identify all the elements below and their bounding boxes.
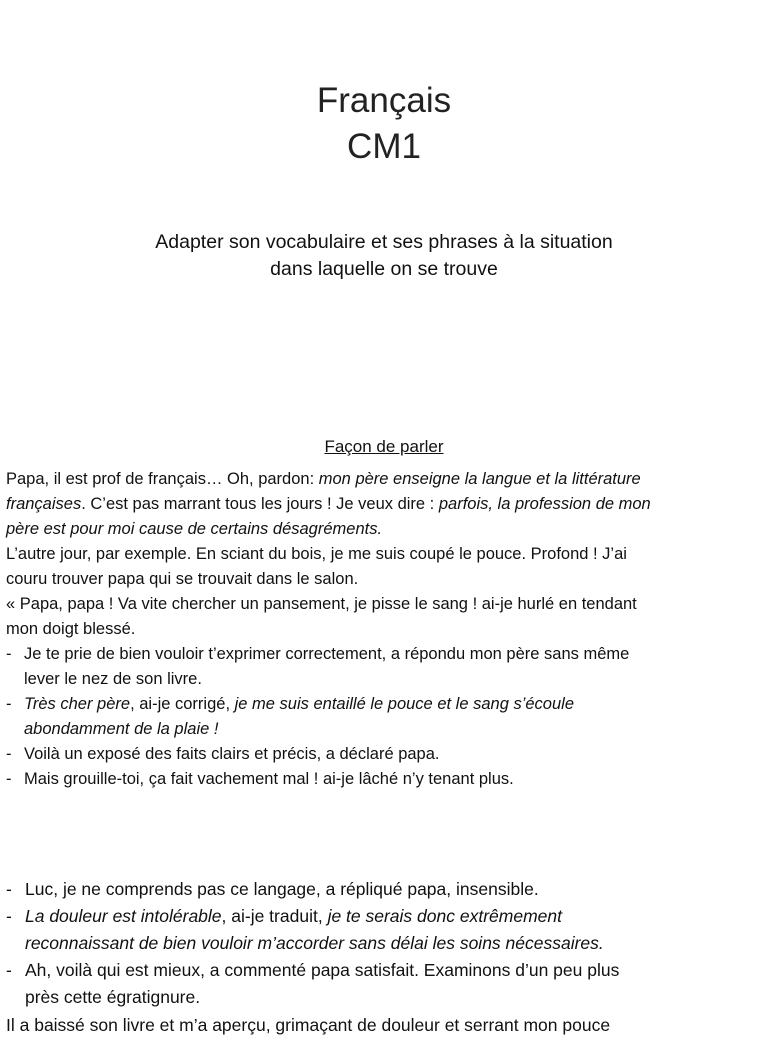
page-subtitle — [60, 229, 708, 283]
dash-marker: - — [6, 960, 12, 980]
text-run: Papa, il est prof de français… Oh, pardon: — [6, 470, 319, 488]
dialogue-line: - Voilà un exposé des faits clairs et précis, a déclaré papa. — [6, 742, 756, 767]
italic-run: je te serais donc extrêmement — [327, 906, 562, 926]
dialogue-line: - Je te prie de bien vouloir t’exprimer correctement, a répondu mon père sans même lever le nez de son livre. — [6, 642, 756, 692]
italic-run: Très cher père — [24, 695, 131, 713]
dialogue-line: - Mais grouille-toi, ça fait vachement mal ! ai-je lâché n’y tenant plus. — [6, 767, 756, 792]
italic-run: père est pour moi cause de certains désagréments. — [6, 520, 383, 538]
section-title: Façon de parler — [324, 437, 444, 456]
dialogue-line — [6, 692, 756, 742]
subtitle-line-1: Adapter son vocabulaire et ses phrases à la situation — [155, 231, 613, 253]
text-body — [6, 467, 756, 792]
paragraph-2: L’autre jour, par exemple. En sciant du bois, je me suis coupé le pouce. Profond ! J’ai couru trouver papa qui se trouvait dans le salon. — [6, 545, 627, 588]
italic-run: françaises — [6, 495, 82, 513]
italic-run: abondamment de la plaie ! — [24, 720, 219, 738]
paragraph-1 — [6, 467, 756, 542]
dash-marker: - — [6, 645, 12, 663]
subtitle-line-2: dans laquelle on se trouve — [270, 258, 498, 280]
dash-marker: - — [6, 879, 12, 899]
dash-marker: - — [6, 770, 12, 788]
dash-marker: - — [6, 745, 12, 763]
text-run: , ai-je traduit, — [221, 906, 328, 926]
italic-run: reconnaissant de bien vouloir m’accorder sans délai les soins nécessaires. — [25, 933, 604, 953]
text-body-continued — [6, 876, 756, 1011]
title-slide — [0, 0, 768, 430]
page-title — [0, 78, 768, 170]
italic-run: parfois, la profession de mon — [438, 495, 651, 513]
dash-marker: - — [6, 906, 12, 926]
dialogue-line: - Ah, voilà qui est mieux, a commenté papa satisfait. Examinons d’un peu plus près cette égratignure. — [6, 957, 756, 1011]
text-run: . C’est pas marrant tous les jours ! Je veux dire : — [81, 495, 439, 513]
text-run: , ai-je corrigé, — [130, 695, 235, 713]
title-line-2: CM1 — [347, 127, 421, 166]
dialogue-line: - Luc, je ne comprends pas ce langage, a répliqué papa, insensible. — [6, 876, 756, 903]
title-line-1: Français — [316, 81, 452, 120]
italic-run: La douleur est intolérable — [25, 906, 222, 926]
dash-marker: - — [6, 695, 12, 713]
paragraph-3: « Papa, papa ! Va vite chercher un pansement, je pisse le sang ! ai-je hurlé en tendant mon doigt blessé. — [6, 595, 637, 638]
italic-run: je me suis entaillé le pouce et le sang s’écoule — [234, 695, 574, 713]
dialogue-line — [6, 903, 756, 957]
italic-run: mon père enseigne la langue et la littérature — [318, 470, 641, 488]
cut-off-line: Il a baissé son livre et m’a aperçu, grimaçant de douleur et serrant mon pouce — [6, 1015, 611, 1035]
